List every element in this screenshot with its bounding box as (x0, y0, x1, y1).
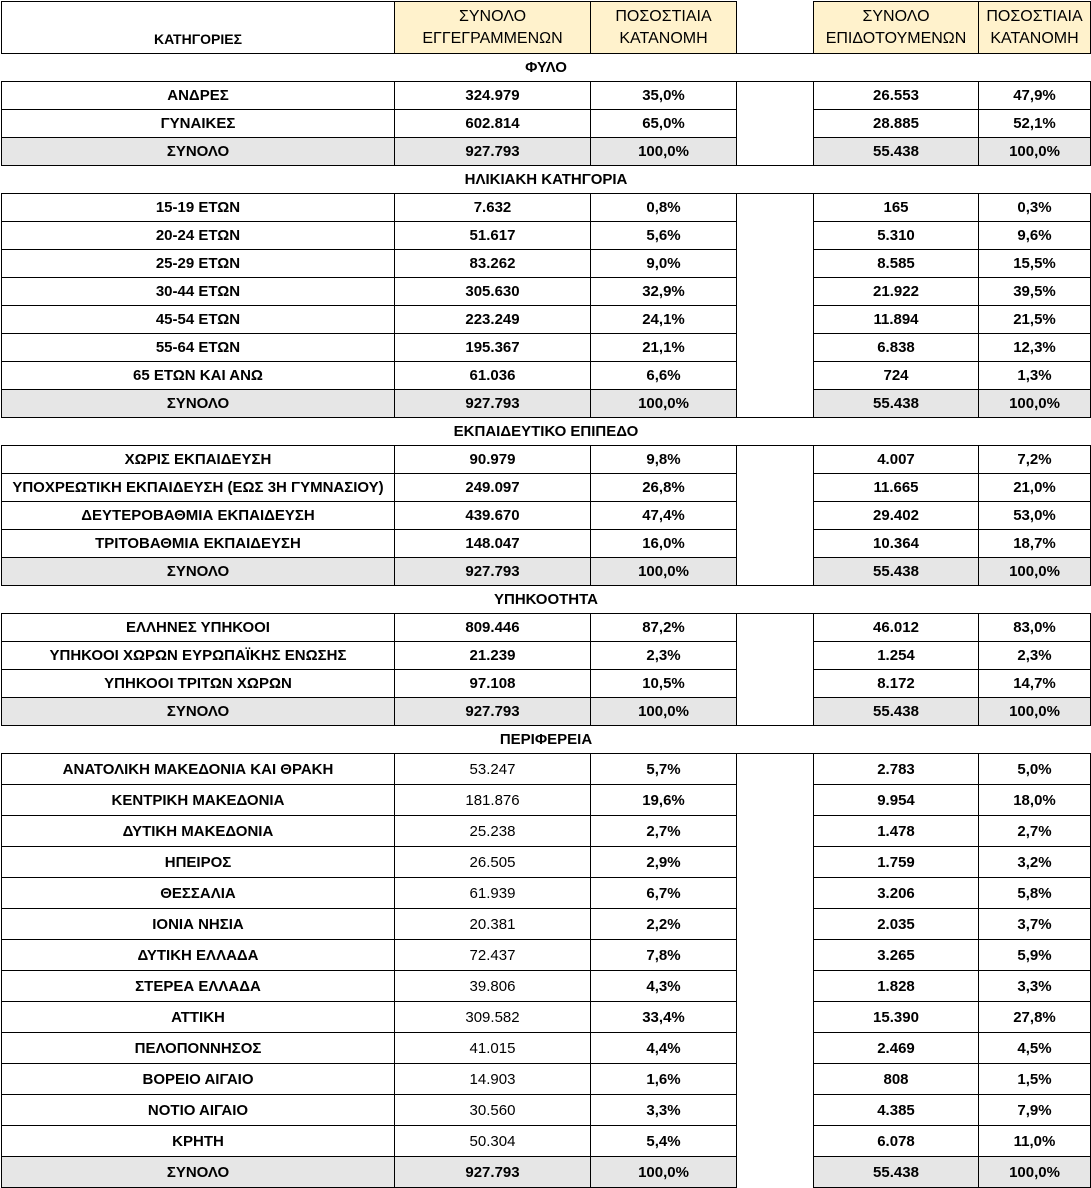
table-row (2, 194, 1091, 222)
registered-total: 809.446 (395, 614, 591, 642)
registered-total: 50.304 (395, 1126, 591, 1157)
total-row-label: ΣΥΝΟΛΟ (2, 1157, 395, 1188)
table-row (2, 250, 1091, 278)
total-registered-total: 927.793 (395, 558, 591, 586)
subsidized-total: 2.469 (814, 1033, 979, 1064)
subsidized-total: 1.254 (814, 642, 979, 670)
registered-pct: 7,8% (591, 940, 737, 971)
gap-cell (737, 847, 814, 878)
subsidized-total: 29.402 (814, 502, 979, 530)
table-row (2, 110, 1091, 138)
subsidized-total: 165 (814, 194, 979, 222)
registered-pct: 65,0% (591, 110, 737, 138)
subsidized-total: 11.665 (814, 474, 979, 502)
row-label: ΑΝΑΤΟΛΙΚΗ ΜΑΚΕΔΟΝΙΑ ΚΑΙ ΘΡΑΚΗ (2, 754, 395, 785)
table-row (2, 474, 1091, 502)
total-registered-pct: 100,0% (591, 698, 737, 726)
total-subsidized-total: 55.438 (814, 698, 979, 726)
registered-total: 20.381 (395, 909, 591, 940)
section-title: ΗΛΙΚΙΑΚΗ ΚΑΤΗΓΟΡΙΑ (2, 166, 1091, 194)
gap-cell (737, 909, 814, 940)
registered-pct: 9,0% (591, 250, 737, 278)
section-title: ΠΕΡΙΦΕΡΕΙΑ (2, 726, 1091, 754)
row-label: ΥΠΗΚΟΟΙ ΤΡΙΤΩΝ ΧΩΡΩΝ (2, 670, 395, 698)
row-label: ΥΠΗΚΟΟΙ ΧΩΡΩΝ ΕΥΡΩΠΑΪΚΗΣ ΕΝΩΣΗΣ (2, 642, 395, 670)
total-registered-pct: 100,0% (591, 558, 737, 586)
registered-total: 324.979 (395, 82, 591, 110)
subsidized-pct: 83,0% (979, 614, 1091, 642)
registered-pct: 24,1% (591, 306, 737, 334)
table-row (2, 614, 1091, 642)
subsidized-total: 3.265 (814, 940, 979, 971)
subsidized-total: 2.035 (814, 909, 979, 940)
total-subsidized-pct: 100,0% (979, 138, 1091, 166)
subsidized-pct: 18,0% (979, 785, 1091, 816)
subsidized-pct: 39,5% (979, 278, 1091, 306)
total-registered-pct: 100,0% (591, 1157, 737, 1188)
registered-pct: 9,8% (591, 446, 737, 474)
table-row (2, 847, 1091, 878)
total-row-label: ΣΥΝΟΛΟ (2, 698, 395, 726)
registered-pct: 1,6% (591, 1064, 737, 1095)
registered-total: 21.239 (395, 642, 591, 670)
gap-cell (737, 474, 814, 502)
row-label: ΕΛΛΗΝΕΣ ΥΠΗΚΟΟΙ (2, 614, 395, 642)
subsidized-total: 8.585 (814, 250, 979, 278)
row-label: ΥΠΟΧΡΕΩΤΙΚΗ ΕΚΠΑΙΔΕΥΣΗ (ΕΩΣ 3Η ΓΥΜΝΑΣΙΟΥ) (2, 474, 395, 502)
subsidized-pct: 53,0% (979, 502, 1091, 530)
total-row (2, 1157, 1091, 1188)
section-header-row (2, 726, 1091, 754)
gap-cell (737, 971, 814, 1002)
subsidized-total: 1.759 (814, 847, 979, 878)
total-subsidized-pct: 100,0% (979, 390, 1091, 418)
total-row-label: ΣΥΝΟΛΟ (2, 138, 395, 166)
header-gap (737, 2, 814, 54)
registered-pct: 2,3% (591, 642, 737, 670)
total-subsidized-pct: 100,0% (979, 1157, 1091, 1188)
subsidized-total: 6.078 (814, 1126, 979, 1157)
table-row (2, 1095, 1091, 1126)
subsidized-total: 1.478 (814, 816, 979, 847)
row-label: 45-54 ΕΤΩΝ (2, 306, 395, 334)
subsidized-total: 4.385 (814, 1095, 979, 1126)
subsidized-pct: 7,9% (979, 1095, 1091, 1126)
registered-total: 14.903 (395, 1064, 591, 1095)
section-title: ΦΥΛΟ (2, 54, 1091, 82)
registered-total: 148.047 (395, 530, 591, 558)
subsidized-pct: 1,3% (979, 362, 1091, 390)
subsidized-pct: 18,7% (979, 530, 1091, 558)
gap-cell (737, 1002, 814, 1033)
registered-total: 72.437 (395, 940, 591, 971)
table-row (2, 909, 1091, 940)
gap-cell (737, 816, 814, 847)
gap-cell (737, 222, 814, 250)
table-row (2, 971, 1091, 1002)
subsidized-total: 1.828 (814, 971, 979, 1002)
registered-total: 7.632 (395, 194, 591, 222)
registered-pct: 10,5% (591, 670, 737, 698)
row-label: ΑΤΤΙΚΗ (2, 1002, 395, 1033)
gap-cell (737, 138, 814, 166)
gap-cell (737, 110, 814, 138)
registered-total: 223.249 (395, 306, 591, 334)
registered-total: 53.247 (395, 754, 591, 785)
subsidized-total: 9.954 (814, 785, 979, 816)
subsidized-total: 724 (814, 362, 979, 390)
table-row (2, 754, 1091, 785)
gap-cell (737, 878, 814, 909)
gap-cell (737, 754, 814, 785)
gap-cell (737, 306, 814, 334)
gap-cell (737, 642, 814, 670)
total-registered-total: 927.793 (395, 1157, 591, 1188)
table-row (2, 278, 1091, 306)
table-row (2, 502, 1091, 530)
total-row (2, 390, 1091, 418)
total-registered-total: 927.793 (395, 390, 591, 418)
section-header-row (2, 54, 1091, 82)
subsidized-pct: 21,0% (979, 474, 1091, 502)
total-subsidized-total: 55.438 (814, 390, 979, 418)
subsidized-pct: 21,5% (979, 306, 1091, 334)
row-label: ΔΥΤΙΚΗ ΕΛΛΑΔΑ (2, 940, 395, 971)
section-header-row (2, 586, 1091, 614)
registered-total: 25.238 (395, 816, 591, 847)
registered-total: 51.617 (395, 222, 591, 250)
row-label: ΤΡΙΤΟΒΑΘΜΙΑ ΕΚΠΑΙΔΕΥΣΗ (2, 530, 395, 558)
subsidized-pct: 11,0% (979, 1126, 1091, 1157)
gap-cell (737, 558, 814, 586)
table-row (2, 530, 1091, 558)
registered-pct: 2,7% (591, 816, 737, 847)
gap-cell (737, 1033, 814, 1064)
subsidized-pct: 3,2% (979, 847, 1091, 878)
registered-pct: 16,0% (591, 530, 737, 558)
gap-cell (737, 390, 814, 418)
subsidized-total: 2.783 (814, 754, 979, 785)
registered-total: 97.108 (395, 670, 591, 698)
registered-pct: 87,2% (591, 614, 737, 642)
row-label: 25-29 ΕΤΩΝ (2, 250, 395, 278)
subsidized-pct: 2,3% (979, 642, 1091, 670)
registered-total: 41.015 (395, 1033, 591, 1064)
registered-total: 439.670 (395, 502, 591, 530)
section-header-row (2, 166, 1091, 194)
total-subsidized-pct: 100,0% (979, 698, 1091, 726)
section-title: ΥΠΗΚΟΟΤΗΤΑ (2, 586, 1091, 614)
gap-cell (737, 1064, 814, 1095)
gap-cell (737, 785, 814, 816)
table-row (2, 1002, 1091, 1033)
registered-pct: 32,9% (591, 278, 737, 306)
row-label: 20-24 ΕΤΩΝ (2, 222, 395, 250)
total-row-label: ΣΥΝΟΛΟ (2, 558, 395, 586)
total-row (2, 138, 1091, 166)
table-row (2, 306, 1091, 334)
subsidized-pct: 5,9% (979, 940, 1091, 971)
subsidized-pct: 1,5% (979, 1064, 1091, 1095)
registered-pct: 19,6% (591, 785, 737, 816)
registered-total: 61.036 (395, 362, 591, 390)
gap-cell (737, 250, 814, 278)
subsidized-pct: 0,3% (979, 194, 1091, 222)
subsidized-total: 28.885 (814, 110, 979, 138)
subsidized-pct: 52,1% (979, 110, 1091, 138)
row-label: ΒΟΡΕΙΟ ΑΙΓΑΙΟ (2, 1064, 395, 1095)
subsidized-total: 8.172 (814, 670, 979, 698)
subsidized-pct: 3,7% (979, 909, 1091, 940)
registered-pct: 47,4% (591, 502, 737, 530)
row-label: ΘΕΣΣΑΛΙΑ (2, 878, 395, 909)
registered-pct: 26,8% (591, 474, 737, 502)
gap-cell (737, 194, 814, 222)
row-label: ΣΤΕΡΕΑ ΕΛΛΑΔΑ (2, 971, 395, 1002)
registered-total: 602.814 (395, 110, 591, 138)
registered-total: 309.582 (395, 1002, 591, 1033)
registered-pct: 5,7% (591, 754, 737, 785)
row-label: 55-64 ΕΤΩΝ (2, 334, 395, 362)
registered-pct: 21,1% (591, 334, 737, 362)
table-row (2, 334, 1091, 362)
subsidized-total: 4.007 (814, 446, 979, 474)
registered-pct: 2,9% (591, 847, 737, 878)
subsidized-total: 15.390 (814, 1002, 979, 1033)
total-subsidized-total: 55.438 (814, 1157, 979, 1188)
table-row (2, 1033, 1091, 1064)
subsidized-total: 10.364 (814, 530, 979, 558)
subsidized-pct: 12,3% (979, 334, 1091, 362)
gap-cell (737, 698, 814, 726)
total-registered-pct: 100,0% (591, 390, 737, 418)
registered-total: 30.560 (395, 1095, 591, 1126)
row-label: ΚΡΗΤΗ (2, 1126, 395, 1157)
total-registered-total: 927.793 (395, 698, 591, 726)
registered-pct: 6,6% (591, 362, 737, 390)
gap-cell (737, 362, 814, 390)
subsidized-pct: 5,0% (979, 754, 1091, 785)
registered-pct: 4,4% (591, 1033, 737, 1064)
row-label: ΑΝΔΡΕΣ (2, 82, 395, 110)
section-title: ΕΚΠΑΙΔΕΥΤΙΚΟ ΕΠΙΠΕΔΟ (2, 418, 1091, 446)
header-registered-pct: ΠΟΣΟΣΤΙΑΙΑ ΚΑΤΑΝΟΜΗ (591, 2, 737, 54)
total-row-label: ΣΥΝΟΛΟ (2, 390, 395, 418)
registered-total: 305.630 (395, 278, 591, 306)
table-row (2, 82, 1091, 110)
subsidized-pct: 3,3% (979, 971, 1091, 1002)
subsidized-pct: 5,8% (979, 878, 1091, 909)
registered-pct: 3,3% (591, 1095, 737, 1126)
row-label: ΔΕΥΤΕΡΟΒΑΘΜΙΑ ΕΚΠΑΙΔΕΥΣΗ (2, 502, 395, 530)
subsidized-total: 5.310 (814, 222, 979, 250)
header-registered-total: ΣΥΝΟΛΟ ΕΓΓΕΓΡΑΜΜΕΝΩΝ (395, 2, 591, 54)
section-header-row (2, 418, 1091, 446)
row-label: ΝΟΤΙΟ ΑΙΓΑΙΟ (2, 1095, 395, 1126)
row-label: ΧΩΡΙΣ ΕΚΠΑΙΔΕΥΣΗ (2, 446, 395, 474)
subsidized-pct: 14,7% (979, 670, 1091, 698)
subsidized-pct: 47,9% (979, 82, 1091, 110)
gap-cell (737, 82, 814, 110)
subsidized-pct: 27,8% (979, 1002, 1091, 1033)
total-subsidized-total: 55.438 (814, 558, 979, 586)
gap-cell (737, 530, 814, 558)
registered-pct: 5,6% (591, 222, 737, 250)
subsidized-total: 21.922 (814, 278, 979, 306)
row-label: ΚΕΝΤΡΙΚΗ ΜΑΚΕΔΟΝΙΑ (2, 785, 395, 816)
table-row (2, 816, 1091, 847)
gap-cell (737, 502, 814, 530)
registered-pct: 2,2% (591, 909, 737, 940)
gap-cell (737, 334, 814, 362)
registered-pct: 5,4% (591, 1126, 737, 1157)
table-row (2, 940, 1091, 971)
registered-pct: 4,3% (591, 971, 737, 1002)
registered-total: 83.262 (395, 250, 591, 278)
gap-cell (737, 670, 814, 698)
row-label: ΙΟΝΙΑ ΝΗΣΙΑ (2, 909, 395, 940)
registered-pct: 33,4% (591, 1002, 737, 1033)
subsidized-total: 26.553 (814, 82, 979, 110)
registered-total: 90.979 (395, 446, 591, 474)
subsidized-pct: 2,7% (979, 816, 1091, 847)
registered-total: 249.097 (395, 474, 591, 502)
gap-cell (737, 278, 814, 306)
gap-cell (737, 446, 814, 474)
registered-total: 181.876 (395, 785, 591, 816)
total-subsidized-total: 55.438 (814, 138, 979, 166)
table-row (2, 642, 1091, 670)
table-row (2, 446, 1091, 474)
registered-pct: 0,8% (591, 194, 737, 222)
subsidized-total: 6.838 (814, 334, 979, 362)
table-row (2, 785, 1091, 816)
row-label: ΓΥΝΑΙΚΕΣ (2, 110, 395, 138)
row-label: 30-44 ΕΤΩΝ (2, 278, 395, 306)
subsidized-total: 46.012 (814, 614, 979, 642)
row-label: ΔΥΤΙΚΗ ΜΑΚΕΔΟΝΙΑ (2, 816, 395, 847)
registered-total: 195.367 (395, 334, 591, 362)
subsidized-pct: 4,5% (979, 1033, 1091, 1064)
header-subsidized-total: ΣΥΝΟΛΟ ΕΠΙΔΟΤΟΥΜΕΝΩΝ (814, 2, 979, 54)
gap-cell (737, 940, 814, 971)
total-registered-pct: 100,0% (591, 138, 737, 166)
row-label: 65 ΕΤΩΝ ΚΑΙ ΑΝΩ (2, 362, 395, 390)
statistics-table (1, 1, 1091, 1188)
subsidized-pct: 7,2% (979, 446, 1091, 474)
total-row (2, 558, 1091, 586)
gap-cell (737, 1126, 814, 1157)
table-row (2, 670, 1091, 698)
registered-pct: 6,7% (591, 878, 737, 909)
subsidized-pct: 9,6% (979, 222, 1091, 250)
subsidized-total: 808 (814, 1064, 979, 1095)
gap-cell (737, 1095, 814, 1126)
table-row (2, 1126, 1091, 1157)
total-row (2, 698, 1091, 726)
registered-total: 26.505 (395, 847, 591, 878)
header-row (2, 2, 1091, 54)
row-label: 15-19 ΕΤΩΝ (2, 194, 395, 222)
total-subsidized-pct: 100,0% (979, 558, 1091, 586)
registered-total: 39.806 (395, 971, 591, 1002)
subsidized-total: 11.894 (814, 306, 979, 334)
registered-pct: 35,0% (591, 82, 737, 110)
row-label: ΗΠΕΙΡΟΣ (2, 847, 395, 878)
table-row (2, 222, 1091, 250)
header-subsidized-pct: ΠΟΣΟΣΤΙΑΙΑ ΚΑΤΑΝΟΜΗ (979, 2, 1091, 54)
header-category: ΚΑΤΗΓΟΡΙΕΣ (2, 2, 395, 54)
row-label: ΠΕΛΟΠΟΝΝΗΣΟΣ (2, 1033, 395, 1064)
total-registered-total: 927.793 (395, 138, 591, 166)
table-row (2, 362, 1091, 390)
gap-cell (737, 1157, 814, 1188)
table-row (2, 1064, 1091, 1095)
gap-cell (737, 614, 814, 642)
registered-total: 61.939 (395, 878, 591, 909)
subsidized-total: 3.206 (814, 878, 979, 909)
table-row (2, 878, 1091, 909)
subsidized-pct: 15,5% (979, 250, 1091, 278)
